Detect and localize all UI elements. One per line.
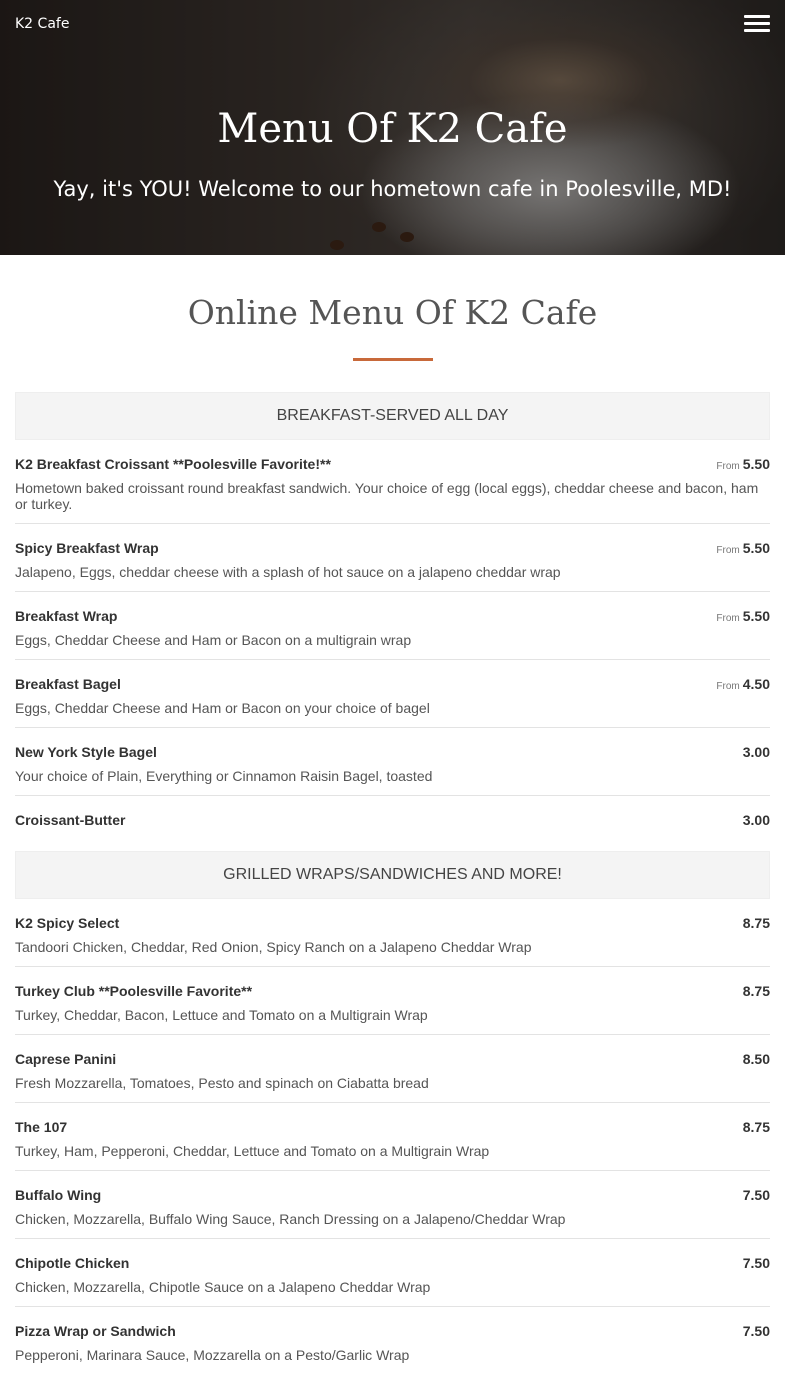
menu-item-name: Caprese Panini	[15, 1051, 117, 1067]
menu-item	[15, 1171, 770, 1239]
menu-item-description: Your choice of Plain, Everything or Cinnamon Raisin Bagel, toasted	[15, 768, 433, 784]
menu-section-header: GRILLED WRAPS/SANDWICHES AND MORE!	[15, 851, 770, 899]
menu-item-description: Tandoori Chicken, Cheddar, Red Onion, Spicy Ranch on a Jalapeno Cheddar Wrap	[15, 939, 532, 955]
menu-item	[15, 1307, 770, 1374]
menu-item-name: K2 Breakfast Croissant **Poolesville Favorite!**	[15, 456, 331, 472]
menu-title: Online Menu Of K2 Cafe	[187, 293, 598, 332]
menu-item-row	[15, 676, 770, 694]
menu-item-price: 8.50	[742, 1051, 770, 1067]
menu-item-name: Breakfast Wrap	[15, 608, 118, 624]
hero-subtitle: Yay, it's YOU! Welcome to our hometown cafe in Poolesville, MD!	[53, 177, 732, 201]
menu-item-description: Jalapeno, Eggs, cheddar cheese with a splash of hot sauce on a jalapeno cheddar wrap	[15, 564, 561, 580]
price-from-label: From	[716, 681, 740, 692]
price-from-label: From	[716, 613, 740, 624]
menu-item-price: 7.50	[742, 1187, 770, 1203]
menu-item-name: K2 Spicy Select	[15, 915, 120, 931]
menu-item-price-group	[716, 608, 770, 626]
menu-item-name: Chipotle Chicken	[15, 1255, 130, 1271]
menu-item-price: 5.50	[742, 608, 770, 624]
title-divider	[353, 358, 433, 361]
menu-item-row	[15, 1323, 770, 1341]
section-spacer	[0, 841, 785, 851]
menu-item-row	[15, 983, 770, 1001]
menu-main	[0, 293, 785, 1374]
menu-item-row	[15, 608, 770, 626]
menu-item-price-group	[716, 540, 770, 558]
menu-item-description: Pepperoni, Marinara Sauce, Mozzarella on a Pesto/Garlic Wrap	[15, 1347, 410, 1363]
menu-item-description: Eggs, Cheddar Cheese and Ham or Bacon on a multigrain wrap	[15, 632, 412, 648]
menu-item	[15, 967, 770, 1035]
price-from-label: From	[716, 461, 740, 472]
hero-banner	[0, 0, 785, 255]
menu-item	[15, 899, 770, 967]
menu-item-description: Chicken, Mozzarella, Buffalo Wing Sauce, Ranch Dressing on a Jalapeno/Cheddar Wrap	[15, 1211, 566, 1227]
hamburger-menu-icon[interactable]	[744, 15, 770, 35]
menu-item-price-group	[743, 744, 770, 762]
price-from-label: From	[716, 545, 740, 556]
menu-item-name: Spicy Breakfast Wrap	[15, 540, 159, 556]
menu-item-price-group	[716, 456, 770, 474]
menu-item-price-group	[743, 812, 770, 830]
menu-item-price-group	[716, 676, 770, 694]
menu-item-price-group	[743, 983, 770, 1001]
menu-item-row	[15, 1051, 770, 1069]
menu-item	[15, 524, 770, 592]
menu-item-name: Breakfast Bagel	[15, 676, 121, 692]
menu-item-price-group	[743, 1051, 770, 1069]
menu-item-price: 3.00	[742, 744, 770, 760]
menu-item-row	[15, 540, 770, 558]
menu-item-row	[15, 456, 770, 474]
menu-item	[15, 592, 770, 660]
menu-item-price-group	[743, 1255, 770, 1273]
menu-item-description: Fresh Mozzarella, Tomatoes, Pesto and spinach on Ciabatta bread	[15, 1075, 429, 1091]
menu-item-price-group	[743, 1187, 770, 1205]
menu-item-price-group	[743, 915, 770, 933]
menu-item-row	[15, 744, 770, 762]
menu-item-row	[15, 1187, 770, 1205]
menu-item	[15, 1103, 770, 1171]
menu-item-name: The 107	[15, 1119, 68, 1135]
menu-item-row	[15, 812, 770, 830]
menu-item-name: Croissant-Butter	[15, 812, 126, 828]
menu-item-price: 8.75	[742, 1119, 770, 1135]
menu-item-name: Pizza Wrap or Sandwich	[15, 1323, 176, 1339]
menu-item-description: Turkey, Cheddar, Bacon, Lettuce and Tomato on a Multigrain Wrap	[15, 1007, 428, 1023]
menu-item-price: 4.50	[742, 676, 770, 692]
menu-item	[15, 796, 770, 841]
menu-item	[15, 440, 770, 524]
menu-item-row	[15, 915, 770, 933]
menu-item-description: Hometown baked croissant round breakfast sandwich. Your choice of egg (local eggs), cheddar cheese and bacon, ham or turkey.	[15, 480, 759, 512]
menu-item	[15, 1239, 770, 1307]
menu-item-row	[15, 1255, 770, 1273]
menu-item-price-group	[743, 1323, 770, 1341]
menu-item-price: 7.50	[742, 1255, 770, 1271]
menu-item-price: 7.50	[742, 1323, 770, 1339]
coffee-bean-decoration	[372, 222, 386, 232]
menu-item	[15, 728, 770, 796]
menu-item-price: 8.75	[742, 915, 770, 931]
menu-item-name: Buffalo Wing	[15, 1187, 102, 1203]
menu-item	[15, 660, 770, 728]
hero-title: Menu Of K2 Cafe	[217, 106, 568, 152]
menu-item-list	[15, 899, 770, 1374]
menu-section-header: BREAKFAST-SERVED ALL DAY	[15, 392, 770, 440]
menu-item-list	[15, 440, 770, 841]
coffee-bean-decoration	[400, 232, 414, 242]
coffee-bean-decoration	[330, 240, 344, 250]
menu-item-row	[15, 1119, 770, 1137]
menu-item-name: New York Style Bagel	[15, 744, 157, 760]
menu-item	[15, 1035, 770, 1103]
menu-item-name: Turkey Club **Poolesville Favorite**	[15, 983, 253, 999]
top-navbar	[0, 0, 785, 50]
menu-item-price: 5.50	[742, 456, 770, 472]
menu-item-description: Eggs, Cheddar Cheese and Ham or Bacon on your choice of bagel	[15, 700, 430, 716]
menu-item-description: Turkey, Ham, Pepperoni, Cheddar, Lettuce and Tomato on a Multigrain Wrap	[15, 1143, 490, 1159]
menu-item-price: 3.00	[742, 812, 770, 828]
menu-item-price: 8.75	[742, 983, 770, 999]
menu-sections	[0, 392, 785, 1374]
menu-item-price-group	[743, 1119, 770, 1137]
menu-item-price: 5.50	[742, 540, 770, 556]
brand-link[interactable]: K2 Cafe	[15, 16, 70, 32]
menu-item-description: Chicken, Mozzarella, Chipotle Sauce on a Jalapeno Cheddar Wrap	[15, 1279, 431, 1295]
